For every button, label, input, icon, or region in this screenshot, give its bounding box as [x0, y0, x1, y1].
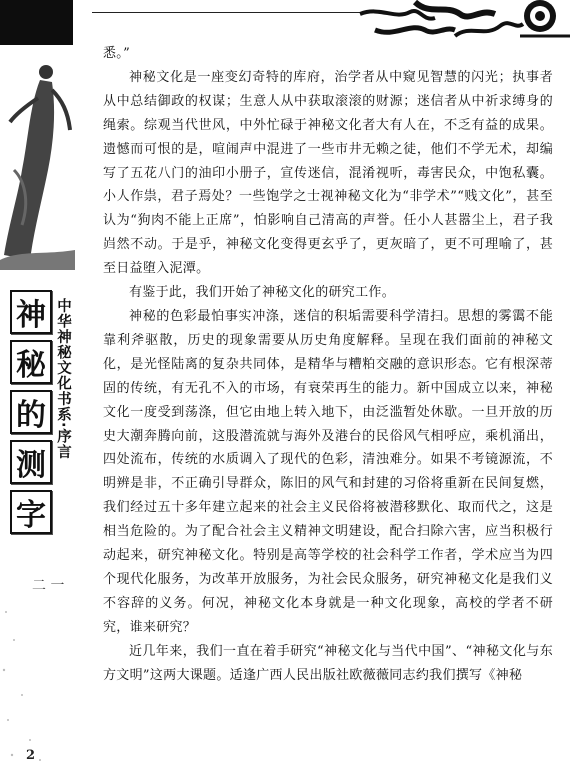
title-char: 神 — [10, 290, 52, 334]
body-text — [103, 42, 553, 687]
paragraph: 神秘的色彩最怕事实冲涤，迷信的积垢需要科学清扫。思想的雾霭不能靠利斧驱散，历史的现象需要从历史角度解释。呈现在我们面前的神秘文化，是光怪陆离的复杂共同体，是精华与糟粕交融的意识形态。它有根深蒂固的传统，有无孔不入的市场，有衰荣再生的能力。新中国成立以来，神秘文化一度受到荡涤，但它由地上转入地下，由泛滥暂处休歇。一旦开放的历史大潮奔腾向前，这股潜流就与海外及港台的民俗风气相呼应，乘机涌出，四处流布，传统的水质调入了现代的色彩，清浊难分。如果不考镜源流，不明辨是非，不正确引导群众，陈旧的风气和封建的习俗将重新在民间复燃，我们经过五十多年建立起来的社会主义民俗将被潜移默化、取而代之，这是相当危险的。为了配合社会主义精神文明建设，配合扫除六害，应当积极行动起来，研究神秘文化。特别是高等学校的社会科学工作者，学术应当为四个现代化服务，为改革开放服务，为社会民众服务，研究神秘文化是我们义不容辞的义务。何况，神秘文化本身就是一种文化现象，高校的学者不研究，谁来研究？ — [103, 308, 553, 635]
page-number: 2 — [26, 748, 36, 763]
series-title: 中华神秘文化书系·序言 — [55, 298, 71, 460]
paragraph: 神秘文化是一座变幻奇特的库府，治学者从中窥见智慧的闪光；执事者从中总结御政的权谋；生意人从中获取滚滚的财源；迷信者从中祈求缚身的绳索。综观当代世风，中外忙碌于神秘文化者大有人在，不乏有益的成果。遗憾而可恨的是，喧闹声中混进了一些市井无赖之徒，他们不学无术，却编写了五花八门的油印小册子，宣传迷信，混淆视听，毒害民众，中饱私囊。小人作祟，君子焉处？一些饱学之士视神秘文化为“非学术”“贱文化”，甚至认为“狗肉不能上正席”，怕影响自己清高的声誉。任小人甚嚣尘上，君子我岿然不动。于是乎，神秘文化变得更玄乎了，更灰暗了，更不可理喻了，甚至日益堕入泥潭。 — [103, 69, 553, 277]
title-char: 测 — [10, 440, 52, 484]
dragon-ornament-icon — [355, 0, 575, 42]
header-rule — [92, 12, 360, 13]
paragraph: 近几年来，我们一直在着手研究“神秘文化与当代中国”、“神秘文化与东方文明”这两大课题。适逢广西人民出版社欧薇薇同志约我们撰写《神秘 — [103, 643, 553, 683]
paragraph: 悉。” — [103, 46, 131, 61]
header-black-block — [0, 0, 73, 45]
title-char: 秘 — [10, 340, 52, 384]
title-char: 字 — [10, 490, 52, 534]
scan-speckle-decoration — [0, 600, 60, 771]
title-char: 的 — [10, 390, 52, 434]
margin-mark: 二 一 — [32, 578, 65, 594]
paragraph: 有鉴于此，我们开始了神秘文化的研究工作。 — [129, 285, 396, 301]
ink-figure-illustration — [0, 50, 75, 270]
